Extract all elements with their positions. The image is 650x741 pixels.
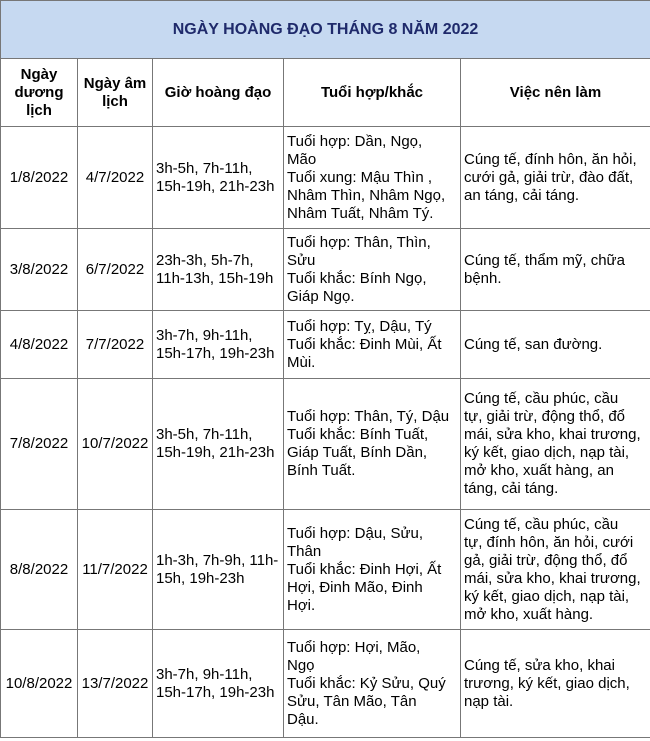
activities-cell-line: Cúng tế, đính hôn, ăn hỏi, [464, 150, 637, 168]
activities-cell-line: ký kết, giao dịch, nạp tài, [464, 444, 630, 461]
activities-cell [461, 127, 650, 229]
ages-cell-line: Ngọ [287, 656, 315, 674]
lunar-date-cell: 11/7/2022 [78, 510, 153, 630]
table-row [1, 630, 650, 738]
ages-cell-line: Sửu, Tân Mão, Tân [287, 692, 417, 710]
header-solar-date: Ngày dương lịch [1, 59, 78, 127]
good-hours-cell-line: 15h, 19h-23h [156, 569, 245, 587]
activities-cell [461, 510, 650, 630]
activities-cell-line: an táng, cải táng. [464, 186, 580, 204]
ages-cell-line: Giáp Tuất, Bính Dần, [287, 444, 428, 461]
good-hours-cell-line: 3h-7h, 9h-11h, [156, 326, 253, 344]
solar-date-cell: 7/8/2022 [1, 379, 78, 510]
good-hours-cell [153, 510, 284, 630]
activities-cell-line: mở kho, xuất hàng. [464, 605, 594, 623]
ages-cell [284, 311, 461, 379]
ages-cell-line: Tuổi hợp: Thân, Tý, Dậu [287, 408, 450, 425]
ages-cell-line: Hợi, Đinh Mão, Đinh [287, 578, 423, 596]
solar-date-cell: 3/8/2022 [1, 229, 78, 311]
ages-cell [284, 127, 461, 229]
good-hours-cell-line: 3h-7h, 9h-11h, [156, 665, 253, 683]
ages-cell [284, 379, 461, 510]
activities-cell-line: Cúng tế, sửa kho, khai [464, 656, 615, 674]
ages-cell-line: Sửu [287, 251, 316, 269]
ages-cell-line: Tuổi hợp: Dần, Ngọ, [287, 132, 423, 150]
activities-cell-line: tự, giải trừ, động thổ, đổ [464, 408, 626, 425]
activities-cell-line: gả, giải trừ, động thổ, đổ [464, 551, 628, 569]
header-row [1, 59, 650, 127]
activities-cell-line: bệnh. [464, 269, 502, 287]
ages-cell-line: Dậu. [287, 710, 319, 728]
header-activities: Việc nên làm [461, 59, 650, 127]
lunar-date-cell: 13/7/2022 [78, 630, 153, 738]
activities-cell [461, 630, 650, 738]
activities-cell-line: ký kết, giao dịch, nạp tài, [464, 587, 630, 605]
good-hours-cell-line: 3h-5h, 7h-11h, [156, 426, 253, 443]
activities-cell-line: táng, cải táng. [464, 480, 559, 497]
header-lunar-date: Ngày âm lịch [78, 59, 153, 127]
activities-cell-line: cưới gả, giải trừ, đào đất, [464, 168, 634, 186]
ages-cell-line: Bính Tuất. [287, 462, 356, 479]
activities-cell-line: mở kho, xuất hàng, an [464, 462, 614, 479]
lunar-date-cell: 4/7/2022 [78, 127, 153, 229]
ages-cell-line: Nhâm Thìn, Nhâm Ngọ, [287, 186, 446, 204]
activities-cell-line: Cúng tế, cầu phúc, cầu [464, 515, 619, 533]
activities-cell-line: Cúng tế, cầu phúc, cầu [464, 390, 619, 407]
activities-cell [461, 311, 650, 379]
activities-cell-line: Cúng tế, thẩm mỹ, chữa [464, 251, 625, 269]
ages-cell-line: Thân [287, 542, 322, 560]
table-row [1, 127, 650, 229]
ages-cell [284, 630, 461, 738]
ages-cell-line: Tuổi khắc: Đinh Mùi, Ất [287, 335, 442, 353]
good-hours-cell-line: 15h-19h, 21h-23h [156, 177, 275, 195]
header-ages: Tuổi hợp/khắc [284, 59, 461, 127]
table-row [1, 510, 650, 630]
activities-cell [461, 229, 650, 311]
activities-cell-line: mái, sửa kho, khai trương, [464, 569, 641, 587]
activities-cell-line: nạp tài. [464, 692, 514, 710]
lunar-date-cell: 7/7/2022 [78, 311, 153, 379]
header-good-hours: Giờ hoàng đạo [153, 59, 284, 127]
good-hours-cell-line: 3h-5h, 7h-11h, [156, 159, 253, 177]
ages-cell [284, 229, 461, 311]
ages-cell-line: Tuổi khắc: Bính Tuất, [287, 426, 429, 443]
ages-cell-line: Tuổi hợp: Hợi, Mão, [287, 638, 421, 656]
solar-date-cell: 8/8/2022 [1, 510, 78, 630]
ages-cell-line: Tuổi hợp: Tỵ, Dậu, Tý [287, 317, 432, 335]
table-title: NGÀY HOÀNG ĐẠO THÁNG 8 NĂM 2022 [1, 1, 650, 59]
activities-cell-line: Cúng tế, san đường. [464, 335, 603, 353]
lunar-date-cell: 10/7/2022 [78, 379, 153, 510]
good-hours-cell [153, 311, 284, 379]
table-row [1, 311, 650, 379]
ages-cell-line: Tuổi hợp: Dậu, Sửu, [287, 524, 424, 542]
ages-cell-line: Hợi. [287, 596, 316, 614]
ages-cell-line: Mão [287, 150, 317, 168]
activities-cell [461, 379, 650, 510]
solar-date-cell: 1/8/2022 [1, 127, 78, 229]
ages-cell-line: Giáp Ngọ. [287, 287, 355, 305]
good-hours-cell-line: 1h-3h, 7h-9h, 11h- [156, 551, 279, 569]
good-hours-cell-line: 23h-3h, 5h-7h, [156, 251, 254, 269]
ages-cell-line: Mùi. [287, 353, 316, 371]
ages-cell-line: Tuổi xung: Mậu Thìn , [287, 168, 433, 186]
table-row [1, 379, 650, 510]
ages-cell-line: Tuổi khắc: Kỷ Sửu, Quý [287, 674, 446, 692]
good-hours-cell-line: 11h-13h, 15h-19h [156, 269, 274, 287]
table-row [1, 229, 650, 311]
lunar-date-cell: 6/7/2022 [78, 229, 153, 311]
good-hours-cell [153, 630, 284, 738]
activities-cell-line: trương, ký kết, giao dịch, [464, 674, 630, 692]
good-hours-cell-line: 15h-17h, 19h-23h [156, 683, 275, 701]
ages-cell-line: Tuổi khắc: Đinh Hợi, Ất [287, 560, 442, 578]
good-hours-cell [153, 379, 284, 510]
solar-date-cell: 10/8/2022 [1, 630, 78, 738]
ages-cell-line: Tuổi khắc: Bính Ngọ, [287, 269, 427, 287]
activities-cell-line: tự, đính hôn, ăn hỏi, cưới [464, 533, 634, 551]
solar-date-cell: 4/8/2022 [1, 311, 78, 379]
activities-cell-line: mái, sửa kho, khai trương, [464, 426, 641, 443]
good-hours-cell-line: 15h-17h, 19h-23h [156, 344, 275, 362]
ages-cell-line: Tuổi hợp: Thân, Thìn, [287, 233, 431, 251]
ages-cell [284, 510, 461, 630]
good-hours-cell-line: 15h-19h, 21h-23h [156, 444, 275, 461]
good-hours-cell [153, 127, 284, 229]
ages-cell-line: Nhâm Tuất, Nhâm Tý. [287, 204, 434, 222]
good-hours-cell [153, 229, 284, 311]
